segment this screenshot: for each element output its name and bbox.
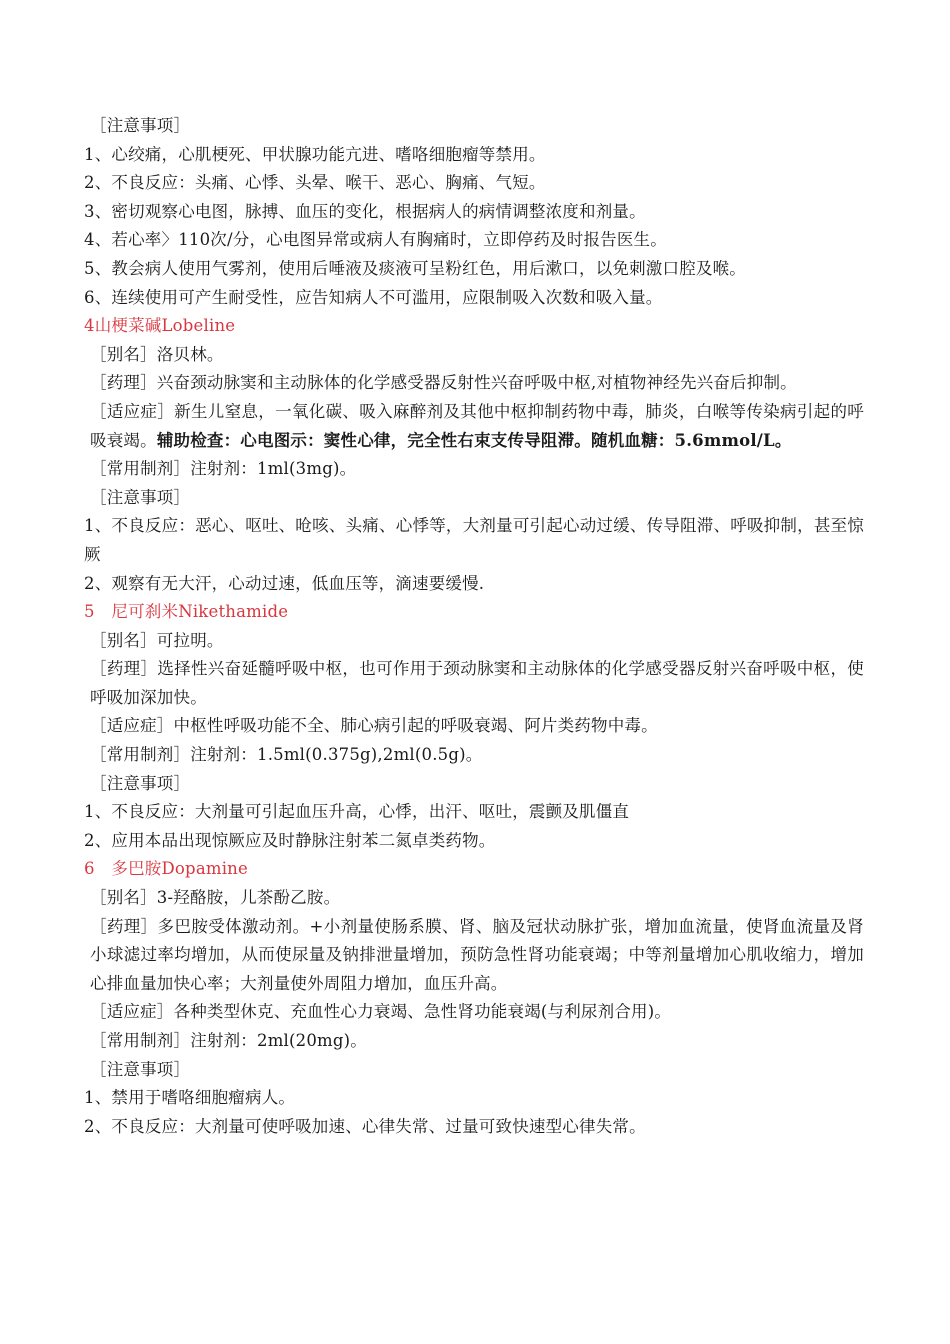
drug-preparation: ［常用制剂］注射剂：1.5ml(0.375g),2ml(0.5g)。	[90, 745, 483, 765]
drug-preparation: ［常用制剂］注射剂：2ml(20mg)。	[90, 1031, 367, 1050]
precaution-item: 1、不良反应：恶心、呕吐、呛咳、头痛、心悸等，大剂量可引起心动过缓、传导阻滞、呼吸抑制，甚至惊厥	[84, 516, 864, 564]
precaution-item: 1、心绞痛，心肌梗死、甲状腺功能亢进、嗜咯细胞瘤等禁用。	[84, 144, 546, 164]
drug-alias: ［别名］3-羟酪胺，儿茶酚乙胺。	[90, 888, 341, 908]
precautions-title: ［注意事项］	[90, 116, 191, 135]
drug-pharmacology: ［药理］选择性兴奋延髓呼吸中枢，也可作用于颈动脉窦和主动脉体的化学感受器反射兴奋呼吸中枢，使呼吸加深加快。	[90, 659, 864, 707]
precautions-title: ［注意事项］	[90, 1059, 191, 1079]
precaution-item: 1、不良反应：大剂量可引起血压升高，心悸，出汗、呕吐，震颤及肌僵直	[84, 802, 630, 822]
document-page	[84, 112, 864, 1141]
drug-heading-nikethamide: 5 尼可刹米Nikethamide	[84, 602, 289, 622]
auxiliary-exam-text: 辅助检查：心电图示：窦性心律，完全性右束支传导阻滞。随机血糖：5.6mmol/L。	[156, 430, 792, 450]
drug-indication: ［适应症］中枢性呼吸功能不全、肺心病引起的呼吸衰竭、阿片类药物中毒。	[90, 716, 658, 736]
drug-pharmacology: ［药理］兴奋颈动脉窦和主动脉体的化学感受器反射性兴奋呼吸中枢,对植物神经先兴奋后抑制。	[90, 373, 797, 393]
indication-text: ［适应症］新生儿窒息，一氧化碳、吸入麻醉剂及其他中枢抑制药物中毒，肺炎，白喉等传染病引起的呼吸衰竭。	[90, 401, 864, 450]
drug-indication: ［适应症］各种类型休克、充血性心力衰竭、急性肾功能衰竭(与利尿剂合用)。	[90, 1002, 672, 1022]
precaution-item: 6、连续使用可产生耐受性，应告知病人不可滥用，应限制吸入次数和吸入量。	[84, 287, 663, 307]
precaution-item: 2、不良反应：大剂量可使呼吸加速、心律失常、过量可致快速型心律失常。	[84, 1116, 646, 1136]
drug-pharmacology: ［药理］多巴胺受体激动剂。+小剂量使肠系膜、肾、脑及冠状动脉扩张，增加血流量，使肾血流量及肾小球滤过率均增加，从而使尿量及钠排泄量增加，预防急性肾功能衰竭；中等剂量增加心肌收缩力，增加心排血量加快心率；大剂量使外周阻力增加，血压升高。	[90, 916, 864, 993]
precaution-item: 2、观察有无大汗，心动过速，低血压等，滴速要缓慢.	[84, 573, 485, 593]
precaution-item: 2、应用本品出现惊厥应及时静脉注射苯二氮卓类药物。	[84, 830, 496, 850]
drug-alias: ［别名］洛贝林。	[90, 344, 224, 364]
precautions-title: ［注意事项］	[90, 773, 191, 793]
precaution-item: 5、教会病人使用气雾剂，使用后唾液及痰液可呈粉红色，用后漱口，以免刺激口腔及喉。	[84, 258, 746, 278]
drug-preparation: ［常用制剂］注射剂：1ml(3mg)。	[90, 459, 357, 479]
precaution-item: 2、不良反应：头痛、心悸、头晕、喉干、恶心、胸痛、气短。	[84, 173, 546, 193]
drug-heading-lobeline: 4山梗菜碱Lobeline	[84, 316, 236, 336]
drug-indication	[84, 398, 864, 455]
precaution-item: 4、若心率〉110次/分，心电图异常或病人有胸痛时，立即停药及时报告医生。	[84, 230, 667, 250]
precaution-item: 1、禁用于嗜咯细胞瘤病人。	[84, 1088, 296, 1108]
precautions-title: ［注意事项］	[90, 487, 191, 507]
precaution-item: 3、密切观察心电图，脉搏、血压的变化，根据病人的病情调整浓度和剂量。	[84, 201, 646, 221]
drug-alias: ［别名］可拉明。	[90, 630, 224, 650]
drug-heading-dopamine: 6 多巴胺Dopamine	[84, 859, 248, 879]
